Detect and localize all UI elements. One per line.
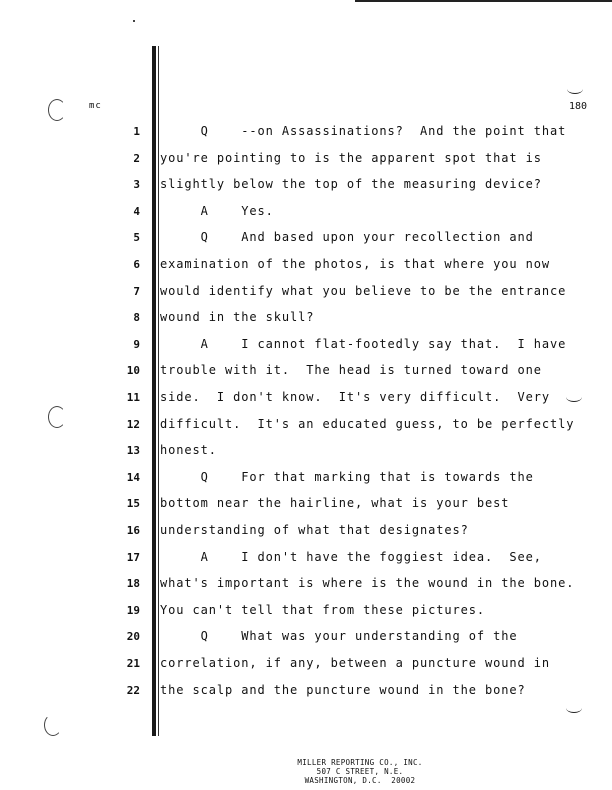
transcript-line: what's important is where is the wound in the bone. [160,576,575,590]
line-number: 11 [126,391,140,404]
transcript-line: bottom near the hairline, what is your best [160,496,510,510]
line-number: 13 [126,444,140,457]
page-number: 180 [569,101,588,112]
transcript-line: you're pointing to is the apparent spot that is [160,151,542,165]
transcript-line: A I don't have the foggiest idea. See, [160,550,542,564]
margin-rule-thin [158,46,159,736]
line-number: 12 [126,418,140,431]
line-number: 21 [126,657,140,670]
line-number: 16 [126,524,140,537]
line-number: 15 [126,497,140,510]
line-number: 6 [133,258,140,271]
line-number: 3 [133,178,140,191]
line-number: 22 [126,684,140,697]
transcript-line: examination of the photos, is that where you now [160,257,550,271]
footer-city: WASHINGTON, D.C. 20002 [304,776,416,785]
line-number: 14 [126,471,140,484]
transcript-line: difficult. It's an educated guess, to be perfectly [160,417,575,431]
transcript-line: would identify what you believe to be the entrance [160,284,567,298]
transcript-line: slightly below the top of the measuring device? [160,177,542,191]
corner-mark-top [567,84,583,94]
transcript-line: You can't tell that from these pictures. [160,603,485,617]
line-number: 2 [133,152,140,165]
transcript-line: Q And based upon your recollection and [160,230,534,244]
reporter-initials: mc [89,101,102,111]
transcript-line: side. I don't know. It's very difficult. Very [160,390,550,404]
footer-company: MILLER REPORTING CO., INC. [297,758,423,767]
line-number: 17 [126,551,140,564]
transcript-line: Q --on Assassinations? And the point that [160,124,567,138]
line-number: 8 [133,311,140,324]
transcript-line: correlation, if any, between a puncture wound in [160,656,550,670]
transcript-line: wound in the skull? [160,310,315,324]
transcript-line: Q For that marking that is towards the [160,470,534,484]
line-number: 9 [133,338,140,351]
transcript-line: trouble with it. The head is turned toward one [160,363,542,377]
transcript-line: understanding of what that designates? [160,523,469,537]
line-number: 20 [126,630,140,643]
line-number: 18 [126,577,140,590]
line-number: 19 [126,604,140,617]
punch-hole-middle [48,406,66,428]
transcript-line: honest. [160,443,217,457]
corner-mark-middle [566,392,582,402]
punch-hole-bottom [44,714,62,736]
punch-hole-top [48,99,66,121]
speck [133,20,135,22]
line-number: 10 [126,364,140,377]
line-number: 7 [133,285,140,298]
line-number: 5 [133,231,140,244]
line-number: 1 [133,125,140,138]
transcript-line: the scalp and the puncture wound in the bone? [160,683,526,697]
line-number: 4 [133,205,140,218]
transcript-line: A Yes. [160,204,274,218]
footer-street: 507 C STREET, N.E. [316,767,404,776]
transcript-line: Q What was your understanding of the [160,629,518,643]
top-rule [355,0,612,2]
corner-mark-bottom [566,703,582,713]
reporter-footer [260,758,460,785]
margin-rule-thick [152,46,156,736]
transcript-line: A I cannot flat-footedly say that. I have [160,337,567,351]
